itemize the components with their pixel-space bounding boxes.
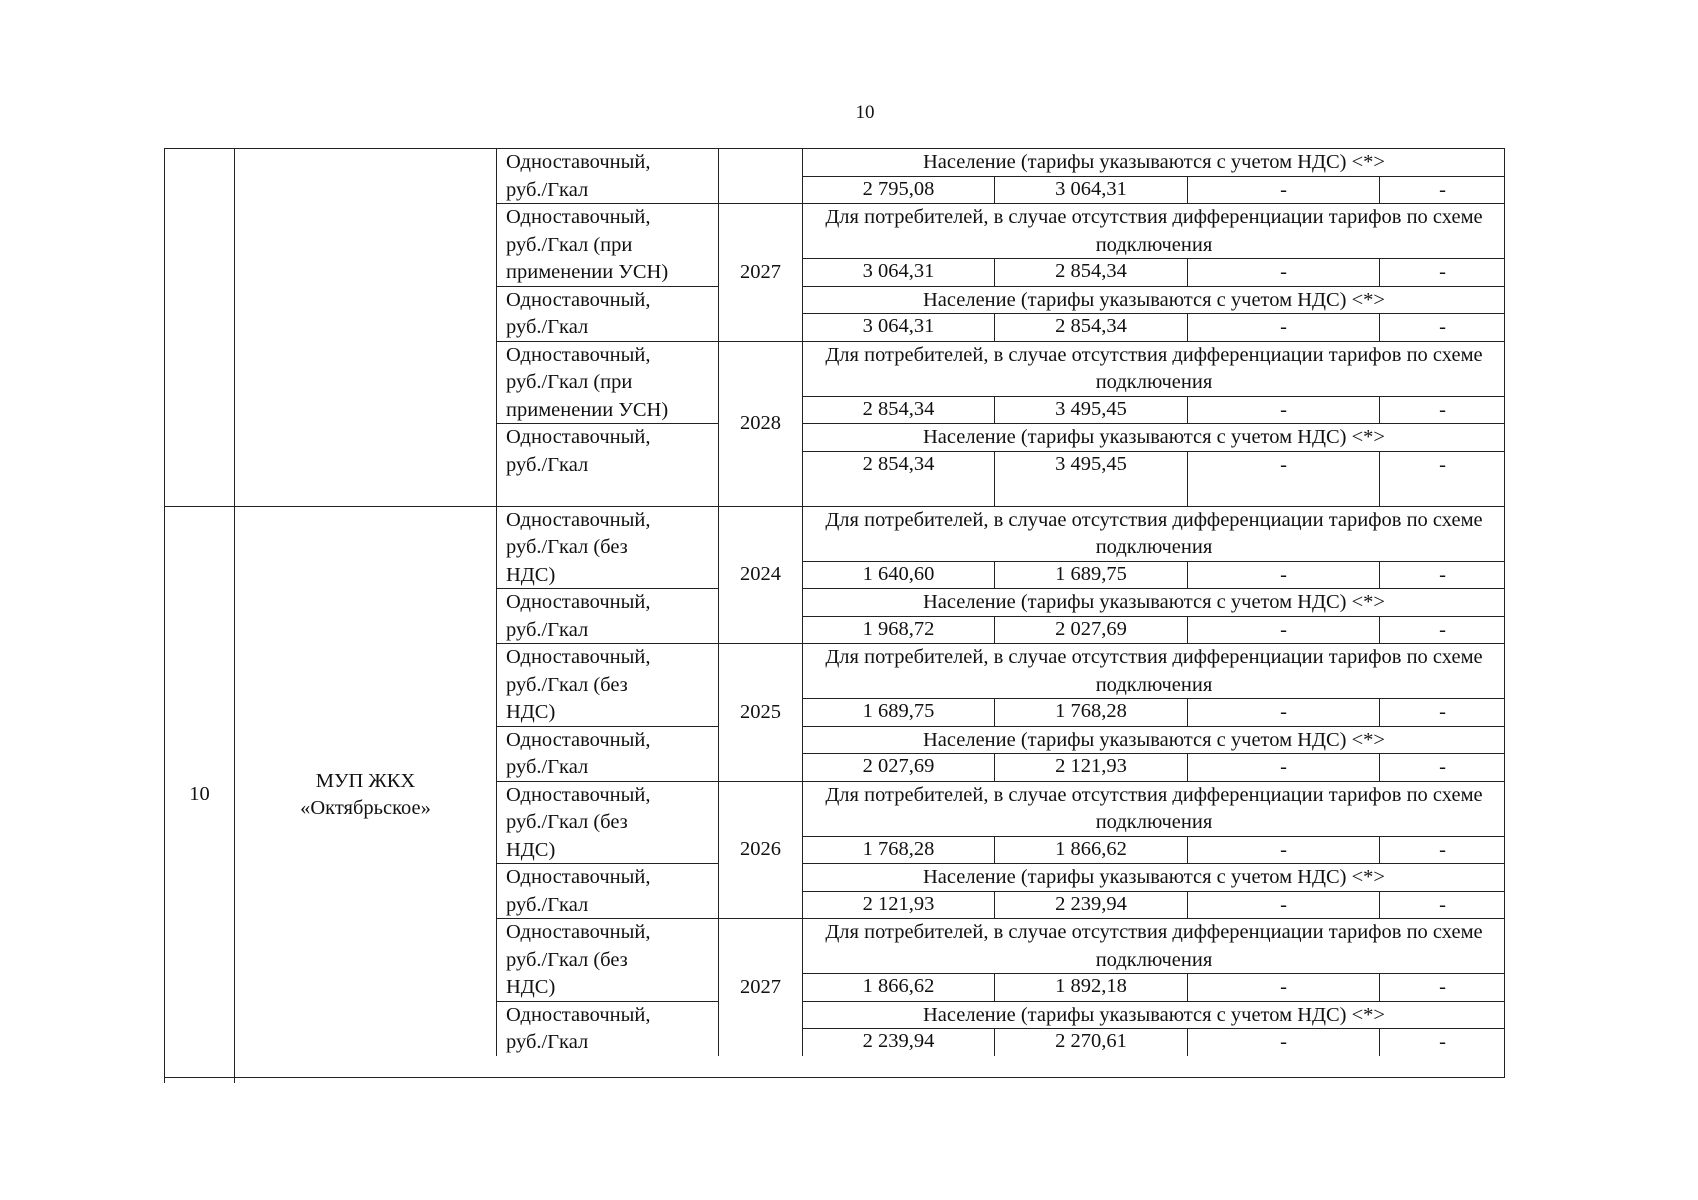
tariff-value-empty: -: [1379, 451, 1505, 506]
tariff-value: 2 854,34: [802, 451, 994, 506]
tariff-table: [164, 148, 1505, 1078]
tariff-type-label: Одноставочный, руб./Гкал (без НДС): [496, 918, 718, 1001]
tariff-value-empty: -: [1187, 891, 1379, 919]
tariff-value-empty: -: [1379, 313, 1505, 341]
tariff-value: 1 866,62: [994, 836, 1187, 864]
tariff-value: 3 064,31: [994, 176, 1187, 204]
tariff-value-empty: -: [1379, 616, 1505, 644]
tariff-type-label: Одноставочный, руб./Гкал (при применении УСН): [496, 203, 718, 286]
tariff-type-label: Одноставочный, руб./Гкал (без НДС): [496, 506, 718, 589]
org-number: 10: [164, 506, 234, 1084]
tariff-type-label: Одноставочный, руб./Гкал (без НДС): [496, 643, 718, 726]
group-header-population: Население (тарифы указываются с учетом НДС) <*>: [802, 588, 1505, 616]
group-header-consumers: Для потребителей, в случае отсутствия дифференциации тарифов по схеме подключения: [802, 203, 1505, 258]
tariff-type-label: Одноставочный, руб./Гкал: [496, 423, 718, 506]
year-cell: 2025: [718, 643, 802, 781]
tariff-value: 1 968,72: [802, 616, 994, 644]
tariff-value-empty: -: [1379, 176, 1505, 204]
tariff-type-label: Одноставочный, руб./Гкал: [496, 1001, 718, 1056]
tariff-value-empty: -: [1379, 698, 1505, 726]
tariff-value-empty: -: [1187, 396, 1379, 424]
tariff-value-empty: -: [1187, 451, 1379, 506]
tariff-value: 3 495,45: [994, 451, 1187, 506]
tariff-value: 2 795,08: [802, 176, 994, 204]
group-header-consumers: Для потребителей, в случае отсутствия дифференциации тарифов по схеме подключения: [802, 781, 1505, 836]
tariff-value: 3 064,31: [802, 313, 994, 341]
tariff-value: 2 027,69: [994, 616, 1187, 644]
tariff-value-empty: -: [1379, 396, 1505, 424]
tariff-value-empty: -: [1187, 258, 1379, 286]
tariff-type-label: Одноставочный, руб./Гкал: [496, 726, 718, 781]
group-header-population: Население (тарифы указываются с учетом НДС) <*>: [802, 863, 1505, 891]
tariff-value: 2 854,34: [994, 258, 1187, 286]
table-cell-org-empty: [234, 148, 496, 506]
tariff-value: 2 121,93: [994, 753, 1187, 781]
tariff-value-empty: -: [1379, 753, 1505, 781]
tariff-value-empty: -: [1379, 891, 1505, 919]
tariff-type-label: Одноставочный, руб./Гкал (без НДС): [496, 781, 718, 864]
tariff-value-empty: -: [1187, 753, 1379, 781]
group-header-population: Население (тарифы указываются с учетом НДС) <*>: [802, 1001, 1505, 1029]
tariff-value-empty: -: [1187, 616, 1379, 644]
tariff-value: 2 270,61: [994, 1028, 1187, 1056]
group-header-consumers: Для потребителей, в случае отсутствия дифференциации тарифов по схеме подключения: [802, 506, 1505, 561]
year-cell: 2026: [718, 781, 802, 919]
tariff-value-empty: -: [1187, 698, 1379, 726]
group-header-consumers: Для потребителей, в случае отсутствия дифференциации тарифов по схеме подключения: [802, 643, 1505, 698]
tariff-value: 2 239,94: [994, 891, 1187, 919]
tariff-type-label: Одноставочный, руб./Гкал (при применении УСН): [496, 341, 718, 424]
tariff-value: 3 064,31: [802, 258, 994, 286]
tariff-value-empty: -: [1379, 973, 1505, 1001]
tariff-value-empty: -: [1379, 1028, 1505, 1056]
tariff-value-empty: -: [1187, 836, 1379, 864]
tariff-value-empty: -: [1187, 561, 1379, 589]
group-header-population: Население (тарифы указываются с учетом НДС) <*>: [802, 726, 1505, 754]
tariff-value: 1 768,28: [994, 698, 1187, 726]
tariff-value-empty: -: [1379, 836, 1505, 864]
year-cell: 2027: [718, 918, 802, 1056]
year-cell-empty: [718, 148, 802, 203]
tariff-value: 1 689,75: [802, 698, 994, 726]
group-header-population: Население (тарифы указываются с учетом НДС) <*>: [802, 286, 1505, 314]
year-cell: 2028: [718, 341, 802, 506]
tariff-type-label: Одноставочный, руб./Гкал: [496, 148, 718, 203]
tariff-value: 2 121,93: [802, 891, 994, 919]
tariff-value: 3 495,45: [994, 396, 1187, 424]
tariff-value-empty: -: [1187, 973, 1379, 1001]
tariff-type-label: Одноставочный, руб./Гкал: [496, 286, 718, 341]
tariff-value: 1 768,28: [802, 836, 994, 864]
table-cell-number-empty: [164, 148, 234, 506]
group-header-consumers: Для потребителей, в случае отсутствия дифференциации тарифов по схеме подключения: [802, 341, 1505, 396]
tariff-type-label: Одноставочный, руб./Гкал: [496, 863, 718, 918]
tariff-value-empty: -: [1187, 1028, 1379, 1056]
year-cell: 2027: [718, 203, 802, 341]
tariff-value: 2 854,34: [994, 313, 1187, 341]
org-name: МУП ЖКХ «Октябрьское»: [234, 506, 496, 1084]
page-number: 10: [855, 102, 875, 123]
group-header-consumers: Для потребителей, в случае отсутствия дифференциации тарифов по схеме подключения: [802, 918, 1505, 973]
tariff-value: 2 027,69: [802, 753, 994, 781]
tariff-value: 1 892,18: [994, 973, 1187, 1001]
tariff-value: 1 640,60: [802, 561, 994, 589]
tariff-value-empty: -: [1379, 561, 1505, 589]
tariff-value: 1 866,62: [802, 973, 994, 1001]
year-cell: 2024: [718, 506, 802, 644]
tariff-value-empty: -: [1187, 313, 1379, 341]
tariff-value: 2 239,94: [802, 1028, 994, 1056]
tariff-value: 1 689,75: [994, 561, 1187, 589]
tariff-value-empty: -: [1379, 258, 1505, 286]
group-header-population: Население (тарифы указываются с учетом НДС) <*>: [802, 148, 1505, 176]
tariff-value: 2 854,34: [802, 396, 994, 424]
group-header-population: Население (тарифы указываются с учетом НДС) <*>: [802, 423, 1505, 451]
tariff-value-empty: -: [1187, 176, 1379, 204]
tariff-type-label: Одноставочный, руб./Гкал: [496, 588, 718, 643]
